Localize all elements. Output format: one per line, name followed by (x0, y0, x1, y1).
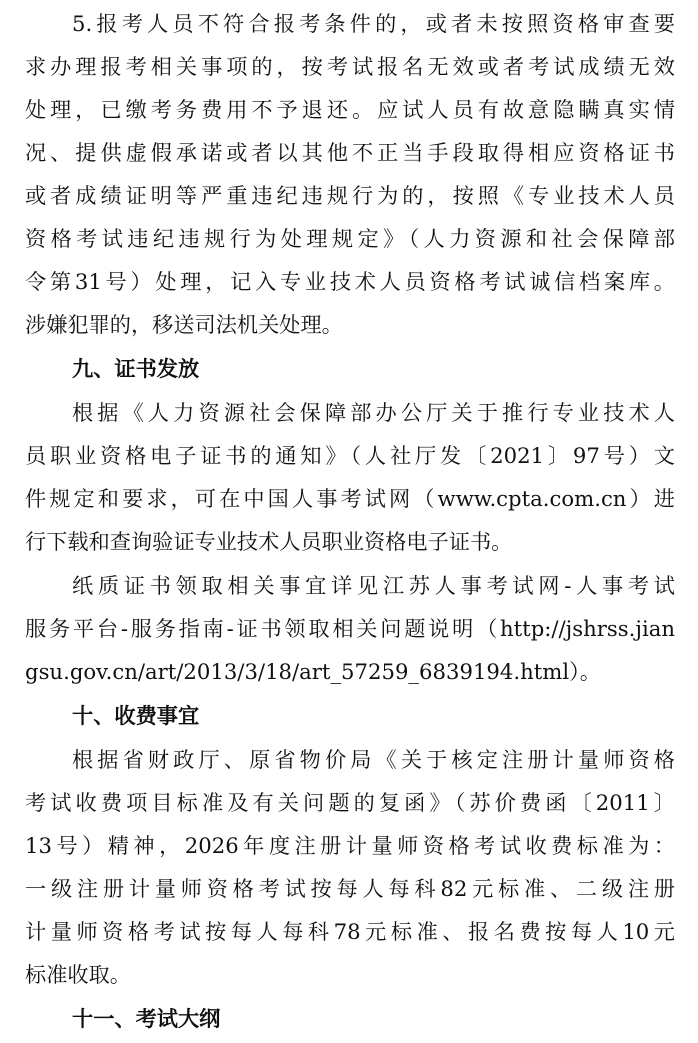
section-9-heading: 九、证书发放 (72, 356, 200, 381)
section-9-paragraph-1-line-1: 根据《人力资源社会保障部办公厅关于推行专业技术人 (72, 400, 675, 425)
section-11-heading: 十一、考试大纲 (72, 1006, 221, 1031)
paragraph-5-line-5: 或者成绩证明等严重违纪违规行为的，按照《专业技术人员 (25, 183, 675, 208)
section-9-paragraph-1-line-2: 员职业资格电子证书的通知》（人社厅发〔2021〕97号）文 (25, 443, 675, 468)
section-9-paragraph-1-line-3: 件规定和要求，可在中国人事考试网（www.cpta.com.cn）进 (25, 486, 675, 511)
section-9-paragraph-2-line-2: 服务平台-服务指南-证书领取相关问题说明（http://jshrss.jian (25, 616, 675, 641)
paragraph-5-line-8: 涉嫌犯罪的，移送司法机关处理。 (25, 312, 343, 337)
section-9-paragraph-2-line-1: 纸质证书领取相关事宜详见江苏人事考试网-人事考试 (72, 573, 675, 598)
section-10-paragraph-1-line-4: 一级注册计量师资格考试按每人每科82元标准、二级注册 (25, 876, 675, 901)
paragraph-5-line-4: 况、提供虚假承诺或者以其他不正当手段取得相应资格证书 (25, 140, 675, 165)
section-10-paragraph-1-line-1: 根据省财政厅、原省物价局《关于核定注册计量师资格 (72, 747, 675, 772)
section-10-paragraph-1-line-5: 计量师资格考试按每人每科78元标准、报名费按每人10元 (25, 919, 675, 944)
paragraph-5-line-6: 资格考试违纪违规行为处理规定》（人力资源和社会保障部 (25, 226, 675, 251)
paragraph-5-line-7: 令第31号）处理，记入专业技术人员资格考试诚信档案库。 (25, 269, 675, 294)
paragraph-5-line-3: 处理，已缴考务费用不予退还。应试人员有故意隐瞒真实情 (25, 97, 675, 122)
section-10-paragraph-1-line-6: 标准收取。 (25, 962, 131, 987)
paragraph-5-line-2: 求办理报考相关事项的，按考试报名无效或者考试成绩无效 (25, 54, 675, 79)
section-10-heading: 十、收费事宜 (72, 703, 200, 728)
section-10-paragraph-1-line-2: 考试收费项目标准及有关问题的复函》（苏价费函〔2011〕 (25, 790, 675, 815)
paragraph-5-line-1: 5.报考人员不符合报考条件的，或者未按照资格审查要 (72, 11, 675, 36)
section-9-paragraph-2-line-3: gsu.gov.cn/art/2013/3/18/art_57259_6839194.html）。 (25, 659, 601, 684)
section-9-paragraph-1-line-4: 行下载和查询验证专业技术人员职业资格电子证书。 (25, 529, 513, 554)
section-10-paragraph-1-line-3: 13号）精神，2026年度注册计量师资格考试收费标准为： (25, 833, 675, 858)
